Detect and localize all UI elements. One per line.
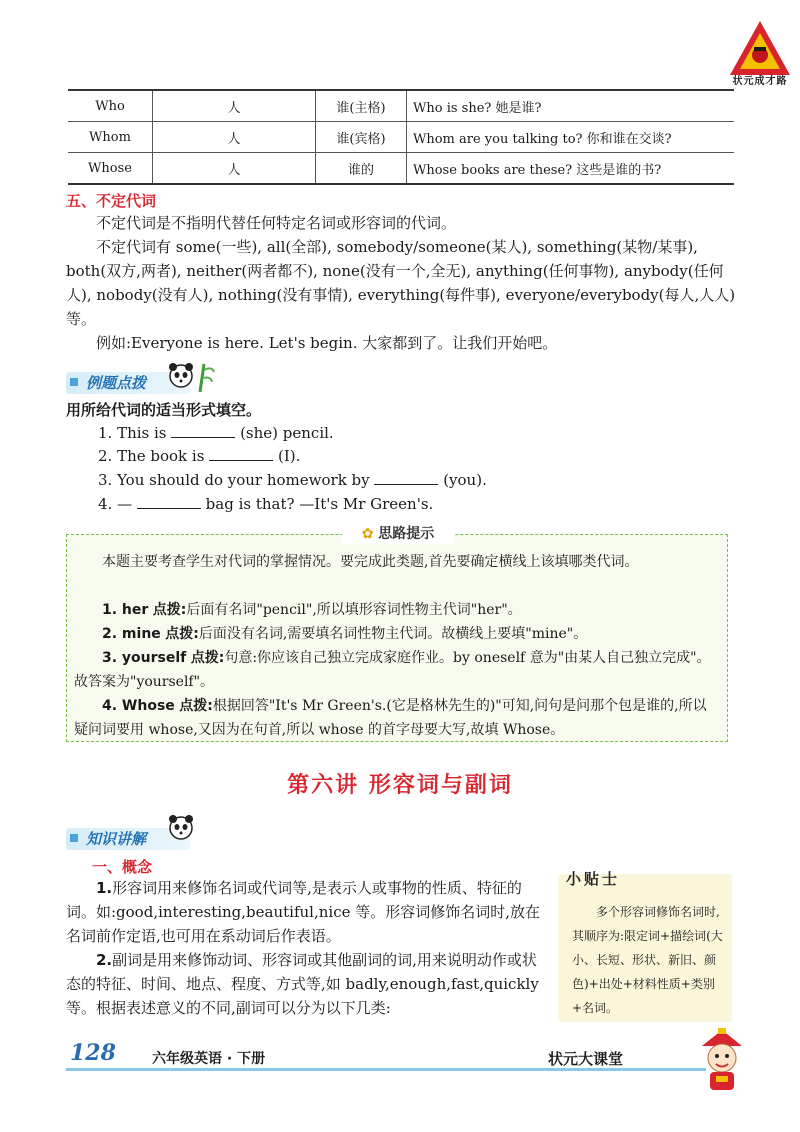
table-cell: 谁(主格)	[316, 90, 407, 122]
answer-key: 4. Whose	[102, 698, 175, 714]
table-cell: 人	[153, 122, 316, 153]
table-cell: 谁(宾格)	[316, 122, 407, 153]
question-text: 3. You should do your homework by	[98, 471, 370, 489]
question-2	[98, 444, 300, 468]
item-number: 2.	[96, 951, 113, 969]
table-cell: Whom	[68, 122, 153, 153]
table-cell: 谁的	[316, 153, 407, 185]
hint-tag: 点拨:	[152, 602, 187, 618]
hint-tag: 点拨:	[190, 650, 225, 666]
question-3	[98, 468, 487, 492]
exercise-instruction: 用所给代词的适当形式填空。	[66, 401, 262, 419]
table-cell: 人	[153, 90, 316, 122]
answer-blank[interactable]	[171, 423, 235, 438]
hint-explanation: 后面有名词"pencil",所以填形容词性物主代词"her"。	[186, 602, 522, 618]
table-cell: Whose	[68, 153, 153, 185]
example-banner: 例题点拨	[66, 372, 190, 394]
table-cell: Whose books are these? 这些是谁的书?	[407, 153, 735, 185]
paragraph: 例如:Everyone is here. Let's begin. 大家都到了。让我们开始吧。	[96, 334, 558, 352]
table-cell: Who is she? 她是谁?	[407, 90, 735, 122]
page-number: 128	[70, 1040, 116, 1066]
paragraph: 不定代词有 some(一些), all(全部), somebody/someone(某人), something(某物/某事), both(双方,两者), neither(两者都不), none(没有一个,全无), anything(任何事物), anybody(任何人), nobody(没有人), nothing(没有事情), everything(每件事), everyone/everybody(每人,人人)等。	[66, 238, 736, 328]
paragraph: 形容词用来修饰名词或代词等,是表示人或事物的性质、特征的词。如:good,interesting,beautiful,nice 等。形容词修饰名词时,放在名词前作定语,也可用在系动词后作表语。	[66, 879, 541, 945]
table-cell: Who	[68, 90, 153, 122]
answer-key: 3. yourself	[102, 650, 187, 666]
answer-blank[interactable]	[137, 494, 201, 509]
hint-explanation: 根据回答"It's Mr Green's.(它是格林先生的)"可知,问句是问那个包是谁的,所以疑问词要用 whose,又因为在句首,所以 whose 的首字母要大写,故填 Whose。	[74, 698, 707, 738]
knowledge-banner: 知识讲解	[66, 828, 190, 850]
concept-paragraph-1	[66, 876, 544, 948]
hint-explanation: 句意:你应该自己独立完成家庭作业。by oneself 意为"由某人自己独立完成"。故答案为"yourself"。	[74, 650, 711, 690]
question-4	[98, 492, 433, 516]
paragraph: 不定代词是不指明代替任何特定名词或形容词的代词。	[96, 214, 457, 232]
concept-title: 一、概念	[92, 858, 153, 876]
hint-intro: 本题主要考查学生对代词的掌握情况。要完成此类题,首先要确定横线上该填哪类代词。	[102, 554, 639, 570]
concept-paragraph-2	[66, 948, 544, 1020]
hint-answer-4	[74, 694, 720, 742]
question-text: 1. This is	[98, 424, 167, 442]
question-1	[98, 421, 334, 445]
mascot-icon	[694, 1028, 750, 1094]
answer-key: 2. mine	[102, 626, 161, 642]
question-text: (you).	[443, 471, 487, 489]
pronoun-table	[68, 89, 734, 185]
lesson-title: 第六讲 形容词与副词	[287, 773, 513, 798]
question-text: 2. The book is	[98, 447, 205, 465]
question-text: bag is that? —It's Mr Green's.	[205, 495, 434, 513]
hint-answer-2	[74, 622, 720, 646]
question-text: 4. —	[98, 495, 133, 513]
lion-icon: ✿	[361, 526, 374, 542]
bamboo-icon	[196, 362, 216, 392]
tip-text: 多个形容词修饰名词时,其顺序为:限定词+描绘词(大小、长短、形状、新旧、颜色)+出处+材料性质+类别+名词。	[572, 905, 723, 1015]
question-text: (she) pencil.	[240, 424, 334, 442]
series-title: 状元大课堂	[548, 1050, 624, 1068]
answer-key: 1. her	[102, 602, 149, 618]
table-row	[68, 122, 734, 153]
paragraph: 副词是用来修饰动词、形容词或其他副词的词,用来说明动作或状态的特征、时间、地点、程度、方式等,如 badly,enough,fast,quickly 等。根据表述意义的不同,副词可以分为以下几类:	[66, 951, 539, 1017]
answer-blank[interactable]	[374, 470, 438, 485]
table-cell: 人	[153, 153, 316, 185]
hint-explanation: 后面没有名词,需要填名词性物主代词。故横线上要填"mine"。	[198, 626, 588, 642]
book-title: 六年级英语 · 下册	[152, 1051, 266, 1067]
section-title: 五、不定代词	[66, 192, 157, 210]
hint-answer-3	[74, 646, 720, 694]
table-row	[68, 153, 734, 185]
hint-tag: 点拨:	[179, 698, 213, 714]
panda-icon	[166, 360, 196, 390]
tip-title: 小贴士	[566, 870, 621, 888]
brand-logo-text: 状元成才路	[732, 76, 788, 87]
table-row	[68, 90, 734, 122]
hint-label-text: 思路提示	[378, 526, 435, 542]
table-cell: Whom are you talking to? 你和谁在交谈?	[407, 122, 735, 153]
hint-tag: 点拨:	[165, 626, 199, 642]
panda-icon	[166, 812, 196, 842]
question-text: (I).	[277, 447, 301, 465]
item-number: 1.	[96, 879, 113, 897]
answer-blank[interactable]	[209, 446, 273, 461]
hint-label	[342, 524, 454, 544]
hint-answer-1	[74, 598, 720, 622]
